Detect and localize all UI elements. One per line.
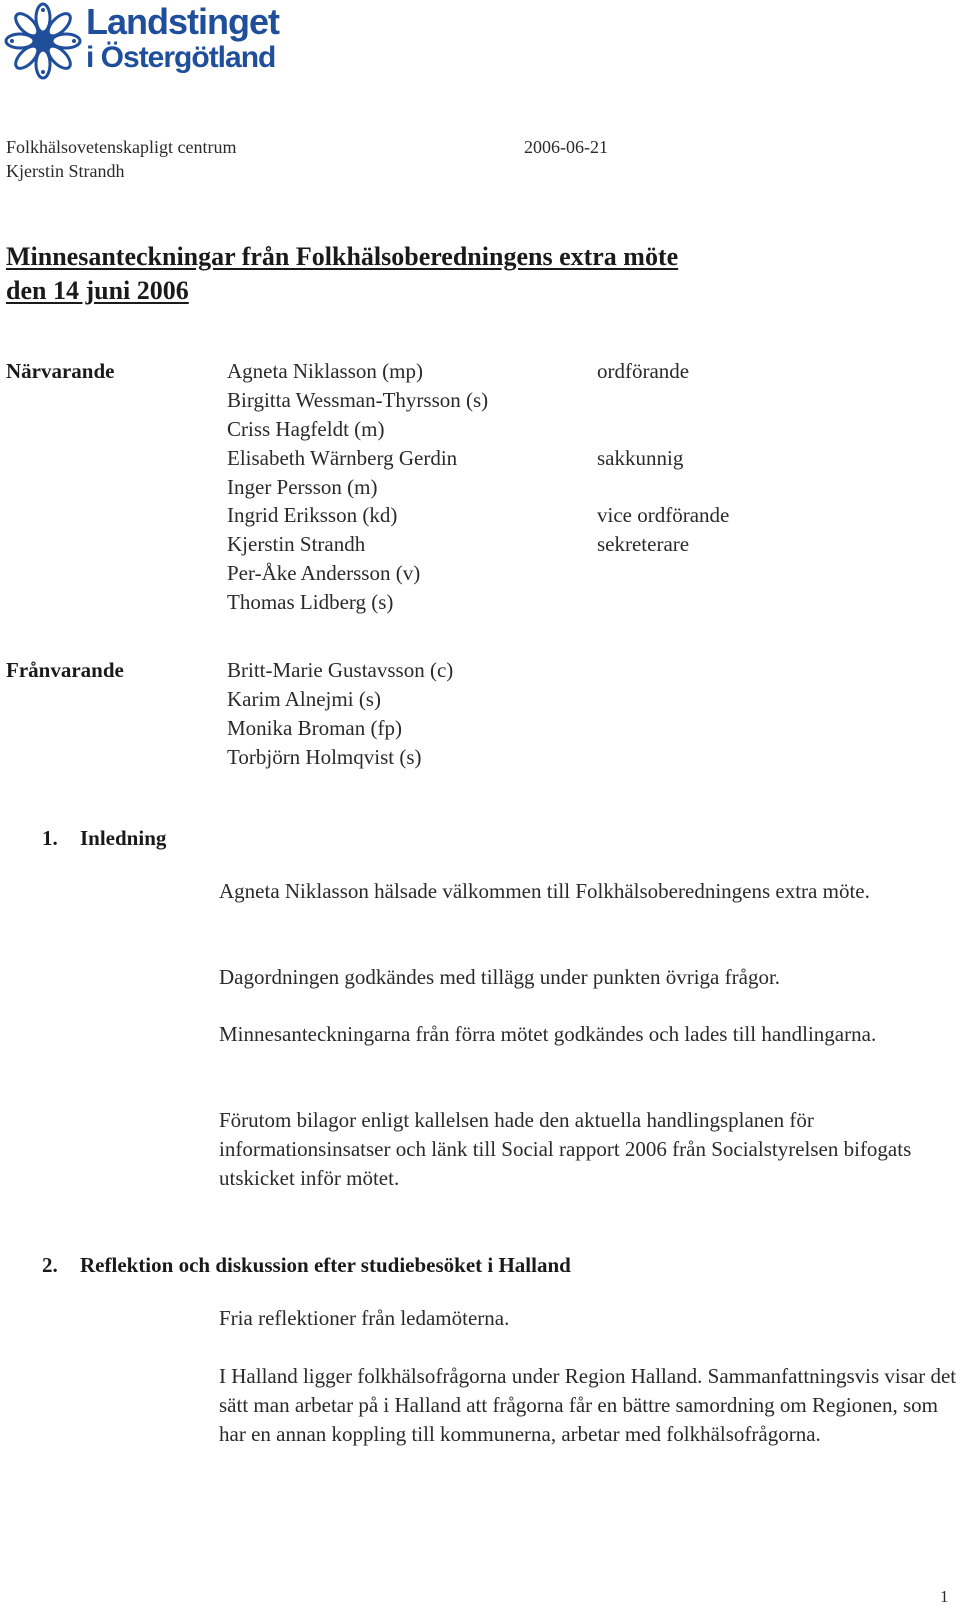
logo-text-line2: i Östergötland bbox=[86, 41, 276, 74]
paragraph: Fria reflektioner från ledamöterna. bbox=[219, 1306, 510, 1330]
absent-name: Karim Alnejmi (s) bbox=[227, 686, 381, 711]
present-name: Criss Hagfeldt (m) bbox=[227, 416, 385, 441]
section-title: Inledning bbox=[80, 826, 167, 850]
paragraph: Minnesanteckningarna från förra mötet godkändes och lades till handlingarna. bbox=[219, 1022, 877, 1046]
present-role: ordförande bbox=[597, 359, 690, 383]
author: Kjerstin Strandh bbox=[6, 161, 125, 181]
present-name: Birgitta Wessman-Thyrsson (s) bbox=[227, 387, 489, 412]
section-heading bbox=[42, 824, 166, 852]
absent-name: Torbjörn Holmqvist (s) bbox=[227, 744, 422, 769]
present-role bbox=[597, 588, 729, 617]
section-heading bbox=[42, 1251, 571, 1279]
document-title bbox=[6, 240, 826, 308]
present-role bbox=[597, 415, 729, 444]
present-roles-list bbox=[597, 357, 729, 617]
present-label: Närvarande bbox=[6, 359, 115, 383]
present-name: Inger Persson (m) bbox=[227, 474, 378, 499]
present-role bbox=[597, 386, 729, 415]
section-number: 2. bbox=[42, 1253, 58, 1277]
absent-name: Monika Broman (fp) bbox=[227, 715, 402, 740]
present-names-list bbox=[227, 357, 488, 617]
paragraph: I Halland ligger folkhälsofrågorna under Region Halland. Sammanfattningsvis visar det sätt man arbetar på i Halland att frågorna får en bättre samordning om Regionen, som har en annan koppling till kommunerna, arbetar med folkhälsofrågorna. bbox=[219, 1364, 957, 1446]
present-name: Kjerstin Strandh bbox=[227, 532, 366, 557]
document-date: 2006-06-21 bbox=[524, 137, 608, 157]
title-line-2: den 14 juni 2006 bbox=[6, 276, 189, 305]
absent-label: Frånvarande bbox=[6, 658, 124, 682]
present-role bbox=[597, 559, 729, 588]
present-role: sekreterare bbox=[597, 532, 690, 557]
section-number: 1. bbox=[42, 826, 58, 850]
flower-emblem-icon bbox=[4, 2, 82, 80]
present-name: Thomas Lidberg (s) bbox=[227, 590, 394, 615]
page-number: 1 bbox=[940, 1587, 949, 1606]
organization-logo bbox=[4, 2, 304, 80]
paragraph: Dagordningen godkändes med tillägg under punkten övriga frågor. bbox=[219, 965, 781, 989]
absent-names-list bbox=[227, 656, 453, 772]
title-line-1: Minnesanteckningar från Folkhälsoberedningens extra möte bbox=[6, 242, 679, 271]
section-title: Reflektion och diskussion efter studiebesöket i Halland bbox=[80, 1253, 571, 1277]
department: Folkhälsovetenskapligt centrum bbox=[6, 137, 237, 157]
logo-text-line1: Landstinget bbox=[86, 1, 279, 42]
present-name: Per-Åke Andersson (v) bbox=[227, 561, 421, 586]
present-name: Ingrid Eriksson (kd) bbox=[227, 503, 398, 528]
present-name: Agneta Niklasson (mp) bbox=[227, 359, 423, 383]
present-name: Elisabeth Wärnberg Gerdin bbox=[227, 445, 458, 470]
paragraph: Agneta Niklasson hälsade välkommen till Folkhälsoberedningens extra möte. bbox=[219, 879, 870, 903]
absent-name: Britt-Marie Gustavsson (c) bbox=[227, 658, 454, 682]
paragraph: Förutom bilagor enligt kallelsen hade den aktuella handlingsplanen för informationsinsatser och länk till Social rapport 2006 från Socialstyrelsen bifogats utskicket inför mötet. bbox=[219, 1108, 912, 1190]
present-role bbox=[597, 473, 729, 502]
present-role: sakkunnig bbox=[597, 445, 684, 470]
present-role: vice ordförande bbox=[597, 503, 730, 528]
